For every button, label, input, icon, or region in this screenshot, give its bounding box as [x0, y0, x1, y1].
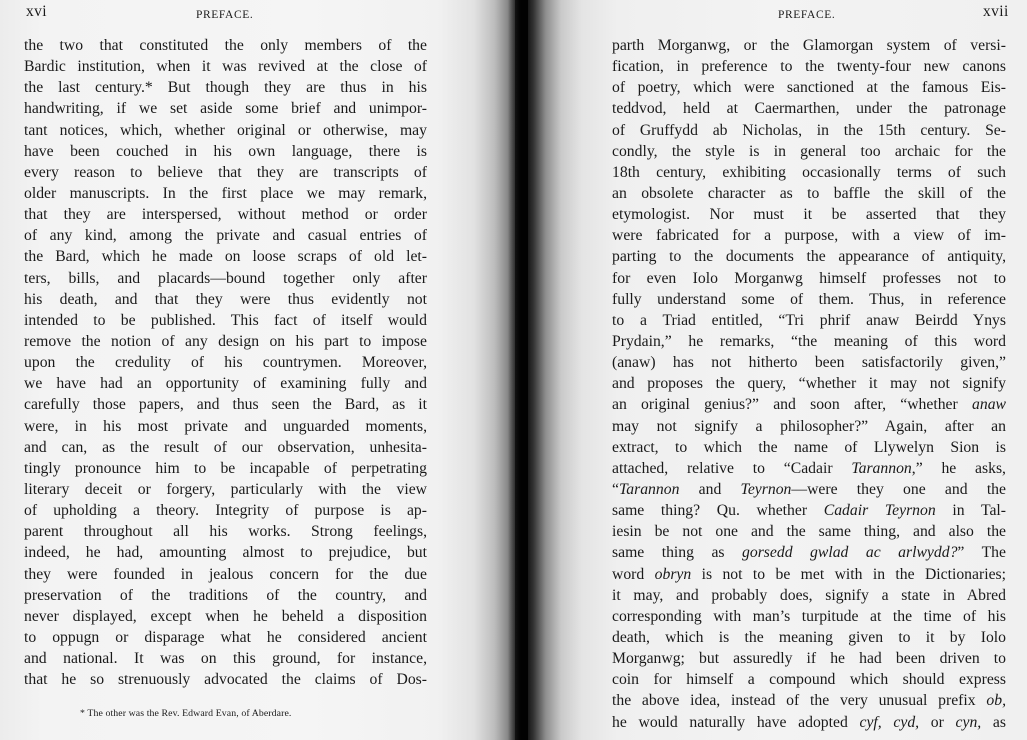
- italic-term: Tarannon: [618, 480, 680, 498]
- text-line: handwriting, if we set aside some brief and unimpor-: [24, 100, 427, 118]
- text-line: upon the credulity of his countrymen. Moreover,: [24, 354, 427, 372]
- text-line: iesin be not one and the same thing, and also the: [612, 523, 1006, 541]
- text-line: ters, bills, and placards—bound together only after: [24, 269, 427, 287]
- text-line: to oppugn or disparage what he considered ancient: [24, 628, 427, 646]
- page-number-right: xvii: [983, 3, 1009, 20]
- text-line: literary deceit or forgery, particularly with the view: [24, 480, 427, 498]
- text-line: an original genius?” and soon after, “whether anaw: [612, 396, 1006, 414]
- left-body-text: [24, 35, 427, 690]
- text-line: carefully those papers, and thus seen the Bard, as it: [24, 396, 427, 414]
- book-gutter-shadow: [508, 0, 528, 740]
- text-line: corresponding with man’s turpitude at the time of his: [612, 607, 1006, 625]
- right-page: [515, 0, 1027, 740]
- text-line: parth Morganwg, or the Glamorgan system of versi-: [612, 37, 1006, 54]
- text-line: have been couched in his own language, there is: [24, 142, 427, 160]
- text-line: they were founded in jealous concern for the due: [24, 565, 427, 583]
- text-line: older manuscripts. In the first place we may remark,: [24, 184, 427, 202]
- text-line: teddvod, held at Caermarthen, under the patronage: [612, 100, 1006, 118]
- text-line: and proposes the query, “whether it may not signify: [612, 375, 1006, 393]
- text-line: fully understand some of them. Thus, in reference: [612, 290, 1006, 308]
- text-line: that they are interspersed, without method or order: [24, 206, 427, 224]
- text-line: of Gruffydd ab Nicholas, in the 15th century. Se-: [612, 121, 1006, 139]
- text-line: were, in his most private and unguarded moments,: [24, 417, 427, 435]
- text-line: word obryn is not to be met with in the Dictionaries;: [612, 565, 1006, 583]
- text-line: the Bard, which he made on loose scraps of old let-: [24, 248, 427, 266]
- text-line: remove the notion of any design on his part to impose: [24, 332, 427, 350]
- text-line: fication, in preference to the twenty-four new canons: [612, 58, 1006, 76]
- text-line: every reason to believe that they are transcripts of: [24, 163, 427, 181]
- text-line: and national. It was on this ground, for instance,: [24, 650, 427, 668]
- text-line: it may, and probably does, signify a state in Abred: [612, 586, 1006, 604]
- italic-term: Cadair Teyrnon: [823, 502, 936, 520]
- text-line: to a Triad entitled, “Tri phrif anaw Beirdd Ynys: [612, 311, 1006, 329]
- text-line: intended to be published. This fact of itself would: [24, 311, 427, 329]
- text-line: parent throughout all his works. Strong feelings,: [24, 523, 427, 541]
- text-line: death, which is the meaning given to it by Iolo: [612, 628, 1006, 646]
- page-number-left: xvi: [26, 3, 48, 20]
- text-line: of poetry, which were sanctioned at the famous Eis-: [612, 79, 1006, 97]
- text-line: condly, the style is in general too archaic for the: [612, 142, 1006, 160]
- text-line: he would naturally have adopted cyf, cyd, or cyn, as: [612, 713, 1006, 731]
- text-line: the above idea, instead of the very unusual prefix ob,: [612, 692, 1006, 710]
- text-line: same thing as gorsedd gwlad ac arlwydd?” The: [612, 544, 1006, 562]
- text-line: “Tarannon and Teyrnon—were they one and the: [612, 480, 1006, 498]
- italic-term: anaw: [972, 396, 1006, 414]
- text-line: preservation of the traditions of the country, and: [24, 586, 427, 604]
- text-line: we have had an opportunity of examining fully and: [24, 375, 427, 393]
- text-line: that he so strenuously advocated the claims of Dos-: [24, 671, 427, 689]
- text-line: Prydain,” he remarks, “the meaning of this word: [612, 332, 1006, 350]
- running-head-title-left: PREFACE.: [196, 9, 254, 21]
- text-line: the last century.* But though they are thus in his: [24, 79, 427, 97]
- text-line: an obsolete character as to baffle the skill of the: [612, 184, 1006, 202]
- italic-term: cyf,: [859, 713, 882, 731]
- text-line: of any kind, among the private and casual entries of: [24, 227, 427, 245]
- text-line: same thing? Qu. whether Cadair Teyrnon in Tal-: [612, 502, 1006, 520]
- text-line: parting to the documents the appearance of antiquity,: [612, 248, 1006, 266]
- text-line: attached, relative to “Cadair Tarannon,” he asks,: [612, 459, 1006, 477]
- italic-term: gorsedd gwlad ac arlwydd?: [742, 544, 958, 562]
- text-line: may not signify a philosopher?” Again, after an: [612, 417, 1006, 435]
- right-body-text: [612, 35, 1006, 733]
- italic-term: obryn: [654, 565, 692, 583]
- text-line: never displayed, except when he beheld a disposition: [24, 607, 427, 625]
- text-line: for even Iolo Morganwg himself professes not to: [612, 269, 1006, 287]
- text-line: and can, as the result of our observation, unhesita-: [24, 438, 427, 456]
- italic-term: Tarannon: [851, 459, 912, 477]
- italic-term: Teyrnon: [740, 480, 792, 498]
- text-line: tant notices, which, whether original or otherwise, may: [24, 121, 427, 139]
- running-head-title-right: PREFACE.: [778, 9, 836, 21]
- text-line: tingly pronounce him to be incapable of perpetrating: [24, 459, 427, 477]
- text-line: indeed, he had, amounting almost to prejudice, but: [24, 544, 427, 562]
- text-line: of upholding a theory. Integrity of purpose is ap-: [24, 502, 427, 520]
- text-line: (anaw) has not hitherto been satisfactorily given,”: [612, 354, 1006, 372]
- italic-term: ob,: [986, 692, 1006, 710]
- italic-term: cyn,: [955, 713, 982, 731]
- text-line: Morganwg; but assuredly if he had been driven to: [612, 650, 1006, 668]
- text-line: his death, and that they were thus evidently not: [24, 290, 427, 308]
- text-line: the two that constituted the only members of the: [24, 37, 427, 54]
- text-line: Bardic institution, when it was revived at the close of: [24, 58, 427, 76]
- footnote: * The other was the Rev. Edward Evan, of Aberdare.: [80, 708, 292, 719]
- text-line: etymologist. Nor must it be asserted that they: [612, 206, 1006, 224]
- text-line: 18th century, exhibiting occasionally terms of such: [612, 163, 1006, 181]
- text-line: extract, to which the name of Llywelyn Sion is: [612, 438, 1006, 456]
- text-line: coin for himself a compound which should express: [612, 671, 1006, 689]
- italic-term: cyd,: [893, 713, 920, 731]
- text-line: were fabricated for a purpose, with a view of im-: [612, 227, 1006, 245]
